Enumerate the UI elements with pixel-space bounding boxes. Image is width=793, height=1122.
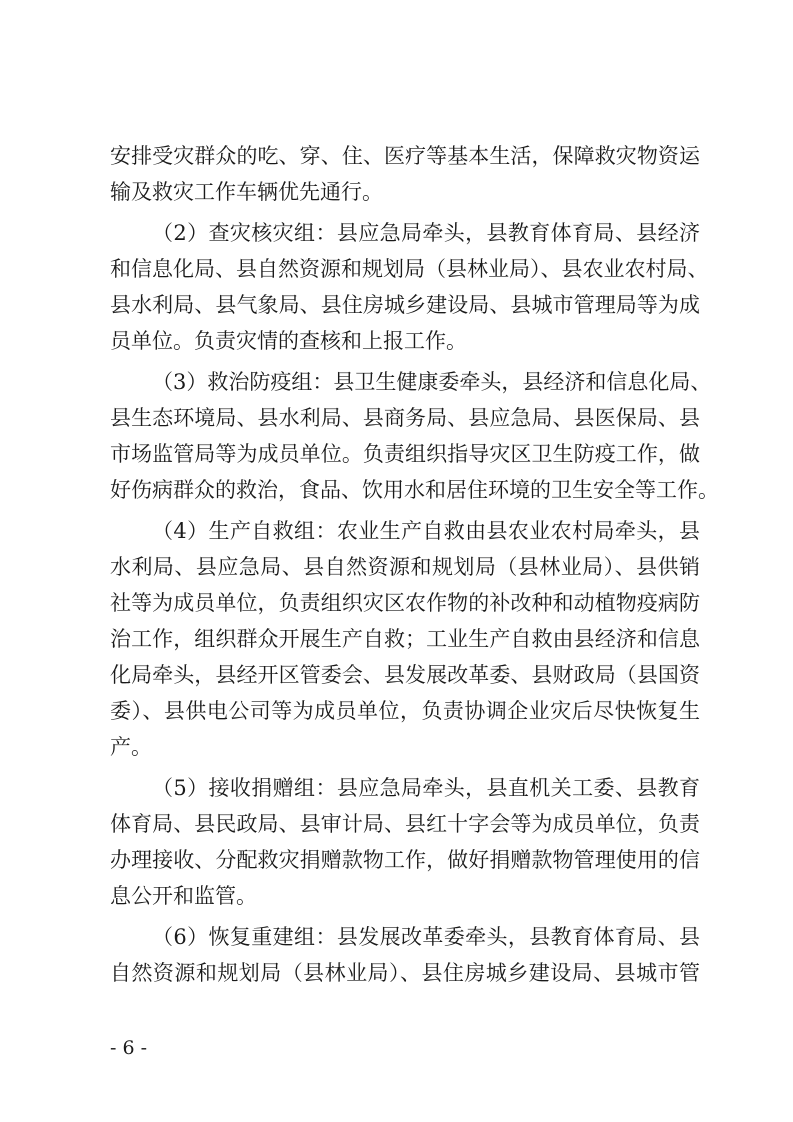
text-line: 县生态环境局、县水利局、县商务局、县应急局、县医保局、县 bbox=[110, 406, 700, 430]
text-line: 水利局、县应急局、县自然资源和规划局（县林业局）、县供销 bbox=[110, 555, 700, 579]
text-line: 自然资源和规划局（县林业局）、县住房城乡建设局、县城市管 bbox=[110, 961, 700, 985]
paragraph-first-line: （6）恢复重建组：县发展改革委牵头，县教育体育局、县 bbox=[152, 925, 700, 949]
paragraph-first-line: （5）接收捐赠组：县应急局牵头，县直机关工委、县教育 bbox=[152, 776, 700, 800]
text-line: 安排受灾群众的吃、穿、住、医疗等基本生活，保障救灾物资运 bbox=[110, 144, 700, 168]
text-line: 办理接收、分配救灾捐赠款物工作，做好捐赠款物管理使用的信 bbox=[110, 848, 700, 872]
text-line: 化局牵头，县经开区管委会、县发展改革委、县财政局（县国资 bbox=[110, 663, 700, 687]
text-line: 好伤病群众的救治，食品、饮用水和居住环境的卫生安全等工作。 bbox=[110, 478, 719, 502]
text-line: 体育局、县民政局、县审计局、县红十字会等为成员单位，负责 bbox=[110, 812, 700, 836]
text-line: 员单位。负责灾情的查核和上报工作。 bbox=[110, 329, 467, 353]
text-line: 产。 bbox=[110, 735, 152, 759]
paragraph-first-line: （3）救治防疫组：县卫生健康委牵头，县经济和信息化局、 bbox=[152, 370, 712, 394]
paragraph-first-line: （2）查灾核灾组：县应急局牵头，县教育体育局、县经济 bbox=[152, 221, 700, 245]
text-line: 社等为成员单位，负责组织灾区农作物的补改种和动植物疫病防 bbox=[110, 591, 700, 615]
text-line: 输及救灾工作车辆优先通行。 bbox=[110, 180, 383, 204]
page-number: - 6 - bbox=[110, 1037, 148, 1059]
paragraph-first-line: （4）生产自救组：农业生产自救由县农业农村局牵头，县 bbox=[152, 519, 700, 543]
text-line: 县水利局、县气象局、县住房城乡建设局、县城市管理局等为成 bbox=[110, 293, 700, 317]
text-line: 息公开和监管。 bbox=[110, 884, 257, 908]
text-line: 市场监管局等为成员单位。负责组织指导灾区卫生防疫工作，做 bbox=[110, 442, 700, 466]
text-line: 和信息化局、县自然资源和规划局（县林业局）、县农业农村局、 bbox=[110, 257, 709, 281]
text-line: 委）、县供电公司等为成员单位，负责协调企业灾后尽快恢复生 bbox=[110, 699, 700, 723]
text-line: 治工作，组织群众开展生产自救；工业生产自救由县经济和信息 bbox=[110, 627, 700, 651]
